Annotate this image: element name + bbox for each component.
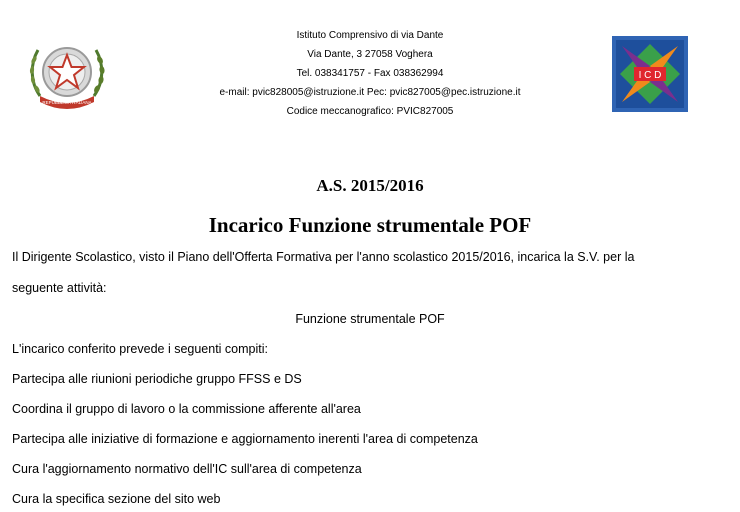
- task-item: Partecipa alle iniziative di formazione e aggiornamento inerenti l'area di competenza: [12, 432, 478, 446]
- school-code: Codice meccanografico: PVIC827005: [286, 106, 454, 117]
- school-year: A.S. 2015/2016: [316, 176, 424, 195]
- task-item: Cura la specifica sezione del sito web: [12, 492, 221, 506]
- role-name: Funzione strumentale POF: [295, 312, 445, 326]
- task-item: Coordina il gruppo di lavoro o la commissione afferente all'area: [12, 402, 361, 416]
- logo-text: I C D: [638, 70, 662, 81]
- school-name: Istituto Comprensivo di via Dante: [296, 30, 444, 41]
- task-item: Cura l'aggiornamento normativo dell'IC sull'area di competenza: [12, 462, 362, 476]
- intro-line-2: seguente attività:: [12, 281, 107, 295]
- emblem-ribbon-text: REPUBBLICA ITALIANA: [42, 100, 92, 105]
- task-item: Partecipa alle riunioni periodiche gruppo FFSS e DS: [12, 372, 302, 386]
- school-address: Via Dante, 3 27058 Voghera: [307, 49, 433, 60]
- document-title: Incarico Funzione strumentale POF: [208, 213, 532, 237]
- intro-line-1: Il Dirigente Scolastico, visto il Piano dell'Offerta Formativa per l'anno scolastico 2015/2016, incarica la S.V. per la: [12, 250, 635, 264]
- school-letterhead: [0, 26, 740, 121]
- school-phone-fax: Tel. 038341757 - Fax 038362994: [296, 68, 444, 79]
- school-email: e-mail: pvic828005@istruzione.it Pec: pvic827005@pec.istruzione.it: [219, 87, 521, 98]
- tasks-intro: L'incarico conferito prevede i seguenti compiti:: [12, 342, 268, 356]
